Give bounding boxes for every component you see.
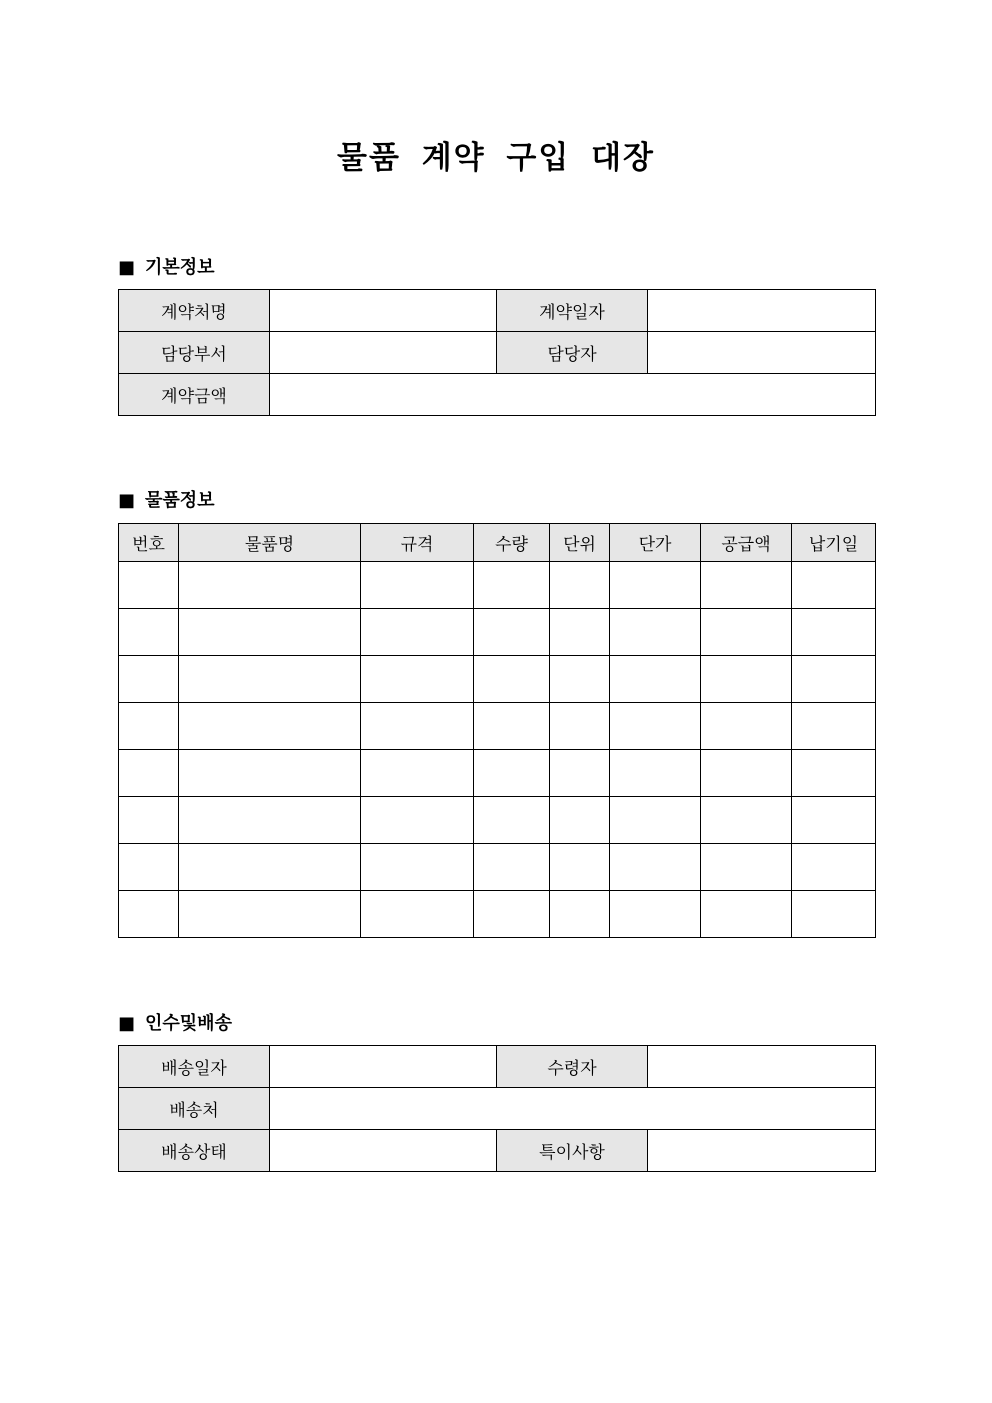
cell-supply-amount[interactable] xyxy=(701,656,792,703)
basic-info-table xyxy=(118,289,876,416)
table-row xyxy=(119,1130,876,1172)
cell-unit[interactable] xyxy=(550,797,610,844)
cell-item-name[interactable] xyxy=(179,562,361,609)
cell-unit-price[interactable] xyxy=(610,609,701,656)
cell-unit[interactable] xyxy=(550,891,610,938)
cell-number[interactable] xyxy=(119,844,179,891)
cell-due-date[interactable] xyxy=(792,844,876,891)
cell-quantity[interactable] xyxy=(474,797,550,844)
cell-quantity[interactable] xyxy=(474,750,550,797)
table-row xyxy=(119,1088,876,1130)
cell-unit-price[interactable] xyxy=(610,797,701,844)
cell-supply-amount[interactable] xyxy=(701,844,792,891)
department-field[interactable] xyxy=(270,332,497,374)
cell-spec[interactable] xyxy=(361,656,474,703)
cell-quantity[interactable] xyxy=(474,891,550,938)
delivery-date-field[interactable] xyxy=(270,1046,497,1088)
destination-field[interactable] xyxy=(270,1088,876,1130)
table-row xyxy=(119,797,876,844)
cell-spec[interactable] xyxy=(361,609,474,656)
cell-spec[interactable] xyxy=(361,844,474,891)
section-heading-basic xyxy=(118,253,215,279)
cell-unit-price[interactable] xyxy=(610,562,701,609)
cell-due-date[interactable] xyxy=(792,609,876,656)
square-bullet-icon: ■ xyxy=(118,257,136,278)
contractor-field[interactable] xyxy=(270,290,497,332)
table-row xyxy=(119,703,876,750)
delivery-status-label: 배송상태 xyxy=(119,1130,270,1172)
amount-label: 계약금액 xyxy=(119,374,270,416)
col-header-quantity: 수량 xyxy=(474,524,550,562)
cell-supply-amount[interactable] xyxy=(701,609,792,656)
square-bullet-icon: ■ xyxy=(118,1013,136,1034)
section-heading-text: 기본정보 xyxy=(145,257,215,278)
cell-unit-price[interactable] xyxy=(610,703,701,750)
cell-due-date[interactable] xyxy=(792,703,876,750)
cell-number[interactable] xyxy=(119,609,179,656)
square-bullet-icon: ■ xyxy=(118,490,136,511)
cell-spec[interactable] xyxy=(361,797,474,844)
cell-number[interactable] xyxy=(119,562,179,609)
table-header-row xyxy=(119,524,876,562)
cell-supply-amount[interactable] xyxy=(701,703,792,750)
cell-number[interactable] xyxy=(119,703,179,750)
cell-supply-amount[interactable] xyxy=(701,562,792,609)
table-row xyxy=(119,374,876,416)
cell-unit[interactable] xyxy=(550,562,610,609)
contractor-label: 계약처명 xyxy=(119,290,270,332)
table-row xyxy=(119,1046,876,1088)
destination-label: 배송처 xyxy=(119,1088,270,1130)
cell-quantity[interactable] xyxy=(474,562,550,609)
cell-unit-price[interactable] xyxy=(610,750,701,797)
notes-field[interactable] xyxy=(648,1130,876,1172)
table-row xyxy=(119,290,876,332)
col-header-item-name: 물품명 xyxy=(179,524,361,562)
cell-unit[interactable] xyxy=(550,750,610,797)
section-heading-delivery xyxy=(118,1009,232,1035)
cell-unit-price[interactable] xyxy=(610,844,701,891)
table-row xyxy=(119,750,876,797)
manager-label: 담당자 xyxy=(497,332,648,374)
cell-unit[interactable] xyxy=(550,609,610,656)
cell-due-date[interactable] xyxy=(792,891,876,938)
cell-item-name[interactable] xyxy=(179,750,361,797)
delivery-status-field[interactable] xyxy=(270,1130,497,1172)
contract-date-field[interactable] xyxy=(648,290,876,332)
contract-date-label: 계약일자 xyxy=(497,290,648,332)
receiver-field[interactable] xyxy=(648,1046,876,1088)
cell-spec[interactable] xyxy=(361,703,474,750)
cell-number[interactable] xyxy=(119,750,179,797)
cell-spec[interactable] xyxy=(361,891,474,938)
cell-item-name[interactable] xyxy=(179,609,361,656)
amount-field[interactable] xyxy=(270,374,876,416)
table-row xyxy=(119,844,876,891)
section-heading-text: 물품정보 xyxy=(145,490,215,511)
cell-unit[interactable] xyxy=(550,844,610,891)
cell-supply-amount[interactable] xyxy=(701,750,792,797)
col-header-spec: 규격 xyxy=(361,524,474,562)
page-title: 물품 계약 구입 대장 xyxy=(337,140,655,176)
cell-due-date[interactable] xyxy=(792,797,876,844)
receiver-label: 수령자 xyxy=(497,1046,648,1088)
table-row xyxy=(119,562,876,609)
cell-supply-amount[interactable] xyxy=(701,797,792,844)
cell-spec[interactable] xyxy=(361,750,474,797)
delivery-date-label: 배송일자 xyxy=(119,1046,270,1088)
col-header-unit: 단위 xyxy=(550,524,610,562)
col-header-unit-price: 단가 xyxy=(610,524,701,562)
cell-due-date[interactable] xyxy=(792,656,876,703)
cell-number[interactable] xyxy=(119,797,179,844)
cell-item-name[interactable] xyxy=(179,656,361,703)
cell-unit[interactable] xyxy=(550,703,610,750)
cell-item-name[interactable] xyxy=(179,891,361,938)
cell-unit-price[interactable] xyxy=(610,656,701,703)
cell-supply-amount[interactable] xyxy=(701,891,792,938)
items-table-body xyxy=(119,562,876,938)
items-table xyxy=(118,523,876,938)
cell-unit[interactable] xyxy=(550,656,610,703)
cell-quantity[interactable] xyxy=(474,703,550,750)
cell-item-name[interactable] xyxy=(179,703,361,750)
cell-item-name[interactable] xyxy=(179,844,361,891)
department-label: 담당부서 xyxy=(119,332,270,374)
notes-label: 특이사항 xyxy=(497,1130,648,1172)
cell-spec[interactable] xyxy=(361,562,474,609)
cell-due-date[interactable] xyxy=(792,562,876,609)
table-row xyxy=(119,656,876,703)
cell-item-name[interactable] xyxy=(179,797,361,844)
cell-number[interactable] xyxy=(119,656,179,703)
col-header-number: 번호 xyxy=(119,524,179,562)
delivery-table xyxy=(118,1045,876,1172)
table-row xyxy=(119,332,876,374)
section-heading-items xyxy=(118,486,215,512)
cell-due-date[interactable] xyxy=(792,750,876,797)
cell-unit-price[interactable] xyxy=(610,891,701,938)
cell-quantity[interactable] xyxy=(474,656,550,703)
table-row xyxy=(119,609,876,656)
cell-quantity[interactable] xyxy=(474,609,550,656)
table-row xyxy=(119,891,876,938)
manager-field[interactable] xyxy=(648,332,876,374)
col-header-supply-amount: 공급액 xyxy=(701,524,792,562)
section-heading-text: 인수및배송 xyxy=(145,1013,232,1034)
cell-number[interactable] xyxy=(119,891,179,938)
cell-quantity[interactable] xyxy=(474,844,550,891)
col-header-due-date: 납기일 xyxy=(792,524,876,562)
